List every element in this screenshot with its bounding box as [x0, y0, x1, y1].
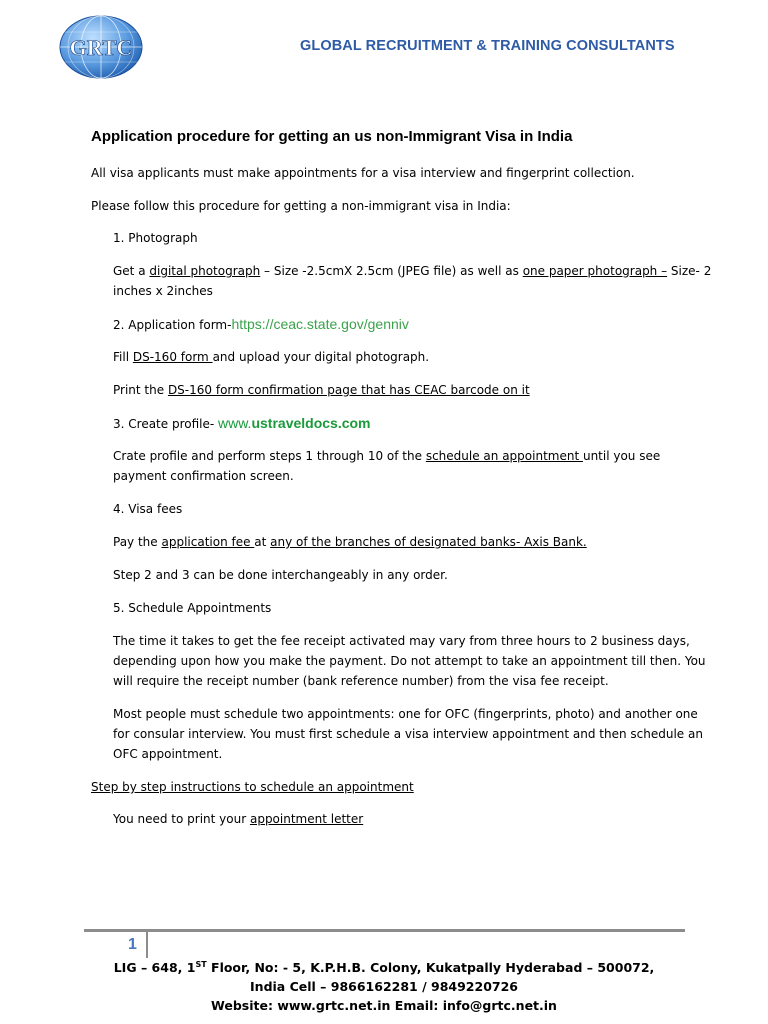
page-number-bar — [146, 932, 148, 958]
section-2-line-1: Fill DS-160 form and upload your digital photograph. — [113, 350, 430, 364]
section-5-para-2-line-3: OFC appointment. — [113, 747, 223, 761]
intro-paragraph-1: All visa applicants must make appointments for a visa interview and fingerprint collection. — [91, 166, 635, 180]
section-5-para-2-line-2: for consular interview. You must first schedule a visa interview appointment and then schedule an — [113, 727, 703, 741]
section-3-heading: 3. Create profile- www.ustraveldocs.com — [113, 415, 371, 431]
page-number: 1 — [128, 936, 137, 953]
step-instructions-heading: Step by step instructions to schedule an appointment — [91, 780, 414, 794]
grtc-logo — [58, 14, 144, 80]
section-1-heading: 1. Photograph — [113, 231, 198, 245]
section-4-heading: 4. Visa fees — [113, 502, 183, 516]
section-5-para-1-line-2: depending upon how you make the payment. Do not attempt to take an appointment till then. You — [113, 654, 706, 668]
section-1-line-2: inches x 2inches — [113, 284, 213, 298]
footer-phone: India Cell – 9866162281 / 9849220726 — [250, 979, 518, 994]
section-5-para-2-line-1: Most people must schedule two appointments: one for OFC (fingerprints, photo) and another one — [113, 707, 698, 721]
section-4-line-1: Pay the application fee at any of the branches of designated banks- Axis Bank. — [113, 535, 587, 549]
org-name: GLOBAL RECRUITMENT & TRAINING CONSULTANTS — [300, 38, 675, 54]
footer-web-email: Website: www.grtc.net.in Email: info@grtc.net.in — [211, 998, 557, 1013]
create-profile-link[interactable]: www.ustraveldocs.com — [218, 415, 371, 431]
section-3-line-1: Crate profile and perform steps 1 through 10 of the schedule an appointment until you see — [113, 449, 661, 463]
section-5-para-1-line-3: will require the receipt number (bank reference number) from the visa fee receipt. — [113, 674, 609, 688]
footer-address: LIG – 648, 1ST Floor, No: - 5, K.P.H.B. Colony, Kukatpally Hyderabad – 500072, — [113, 960, 655, 976]
intro-paragraph-2: Please follow this procedure for getting a non-immigrant visa in India: — [91, 199, 511, 213]
section-1-line-1: Get a digital photograph – Size -2.5cmX 2.5cm (JPEG file) as well as one paper photograph – Size- 2 — [113, 264, 712, 278]
section-4-line-2: Step 2 and 3 can be done interchangeably in any order. — [113, 568, 448, 582]
section-5-para-1-line-1: The time it takes to get the fee receipt activated may vary from three hours to 2 business days, — [113, 634, 690, 648]
section-2-heading: 2. Application form-https://ceac.state.gov/genniv — [113, 316, 409, 332]
svg-text:GRTC: GRTC — [69, 35, 133, 60]
footer-divider — [84, 929, 685, 932]
section-3-line-2: payment confirmation screen. — [113, 469, 294, 483]
application-form-link[interactable]: https://ceac.state.gov/genniv — [231, 316, 409, 332]
document-title: Application procedure for getting an us non-Immigrant Visa in India — [91, 128, 573, 145]
section-2-line-2: Print the DS-160 form confirmation page that has CEAC barcode on it — [113, 383, 530, 397]
print-appointment-line: You need to print your appointment letter — [113, 812, 364, 826]
section-5-heading: 5. Schedule Appointments — [113, 601, 272, 615]
